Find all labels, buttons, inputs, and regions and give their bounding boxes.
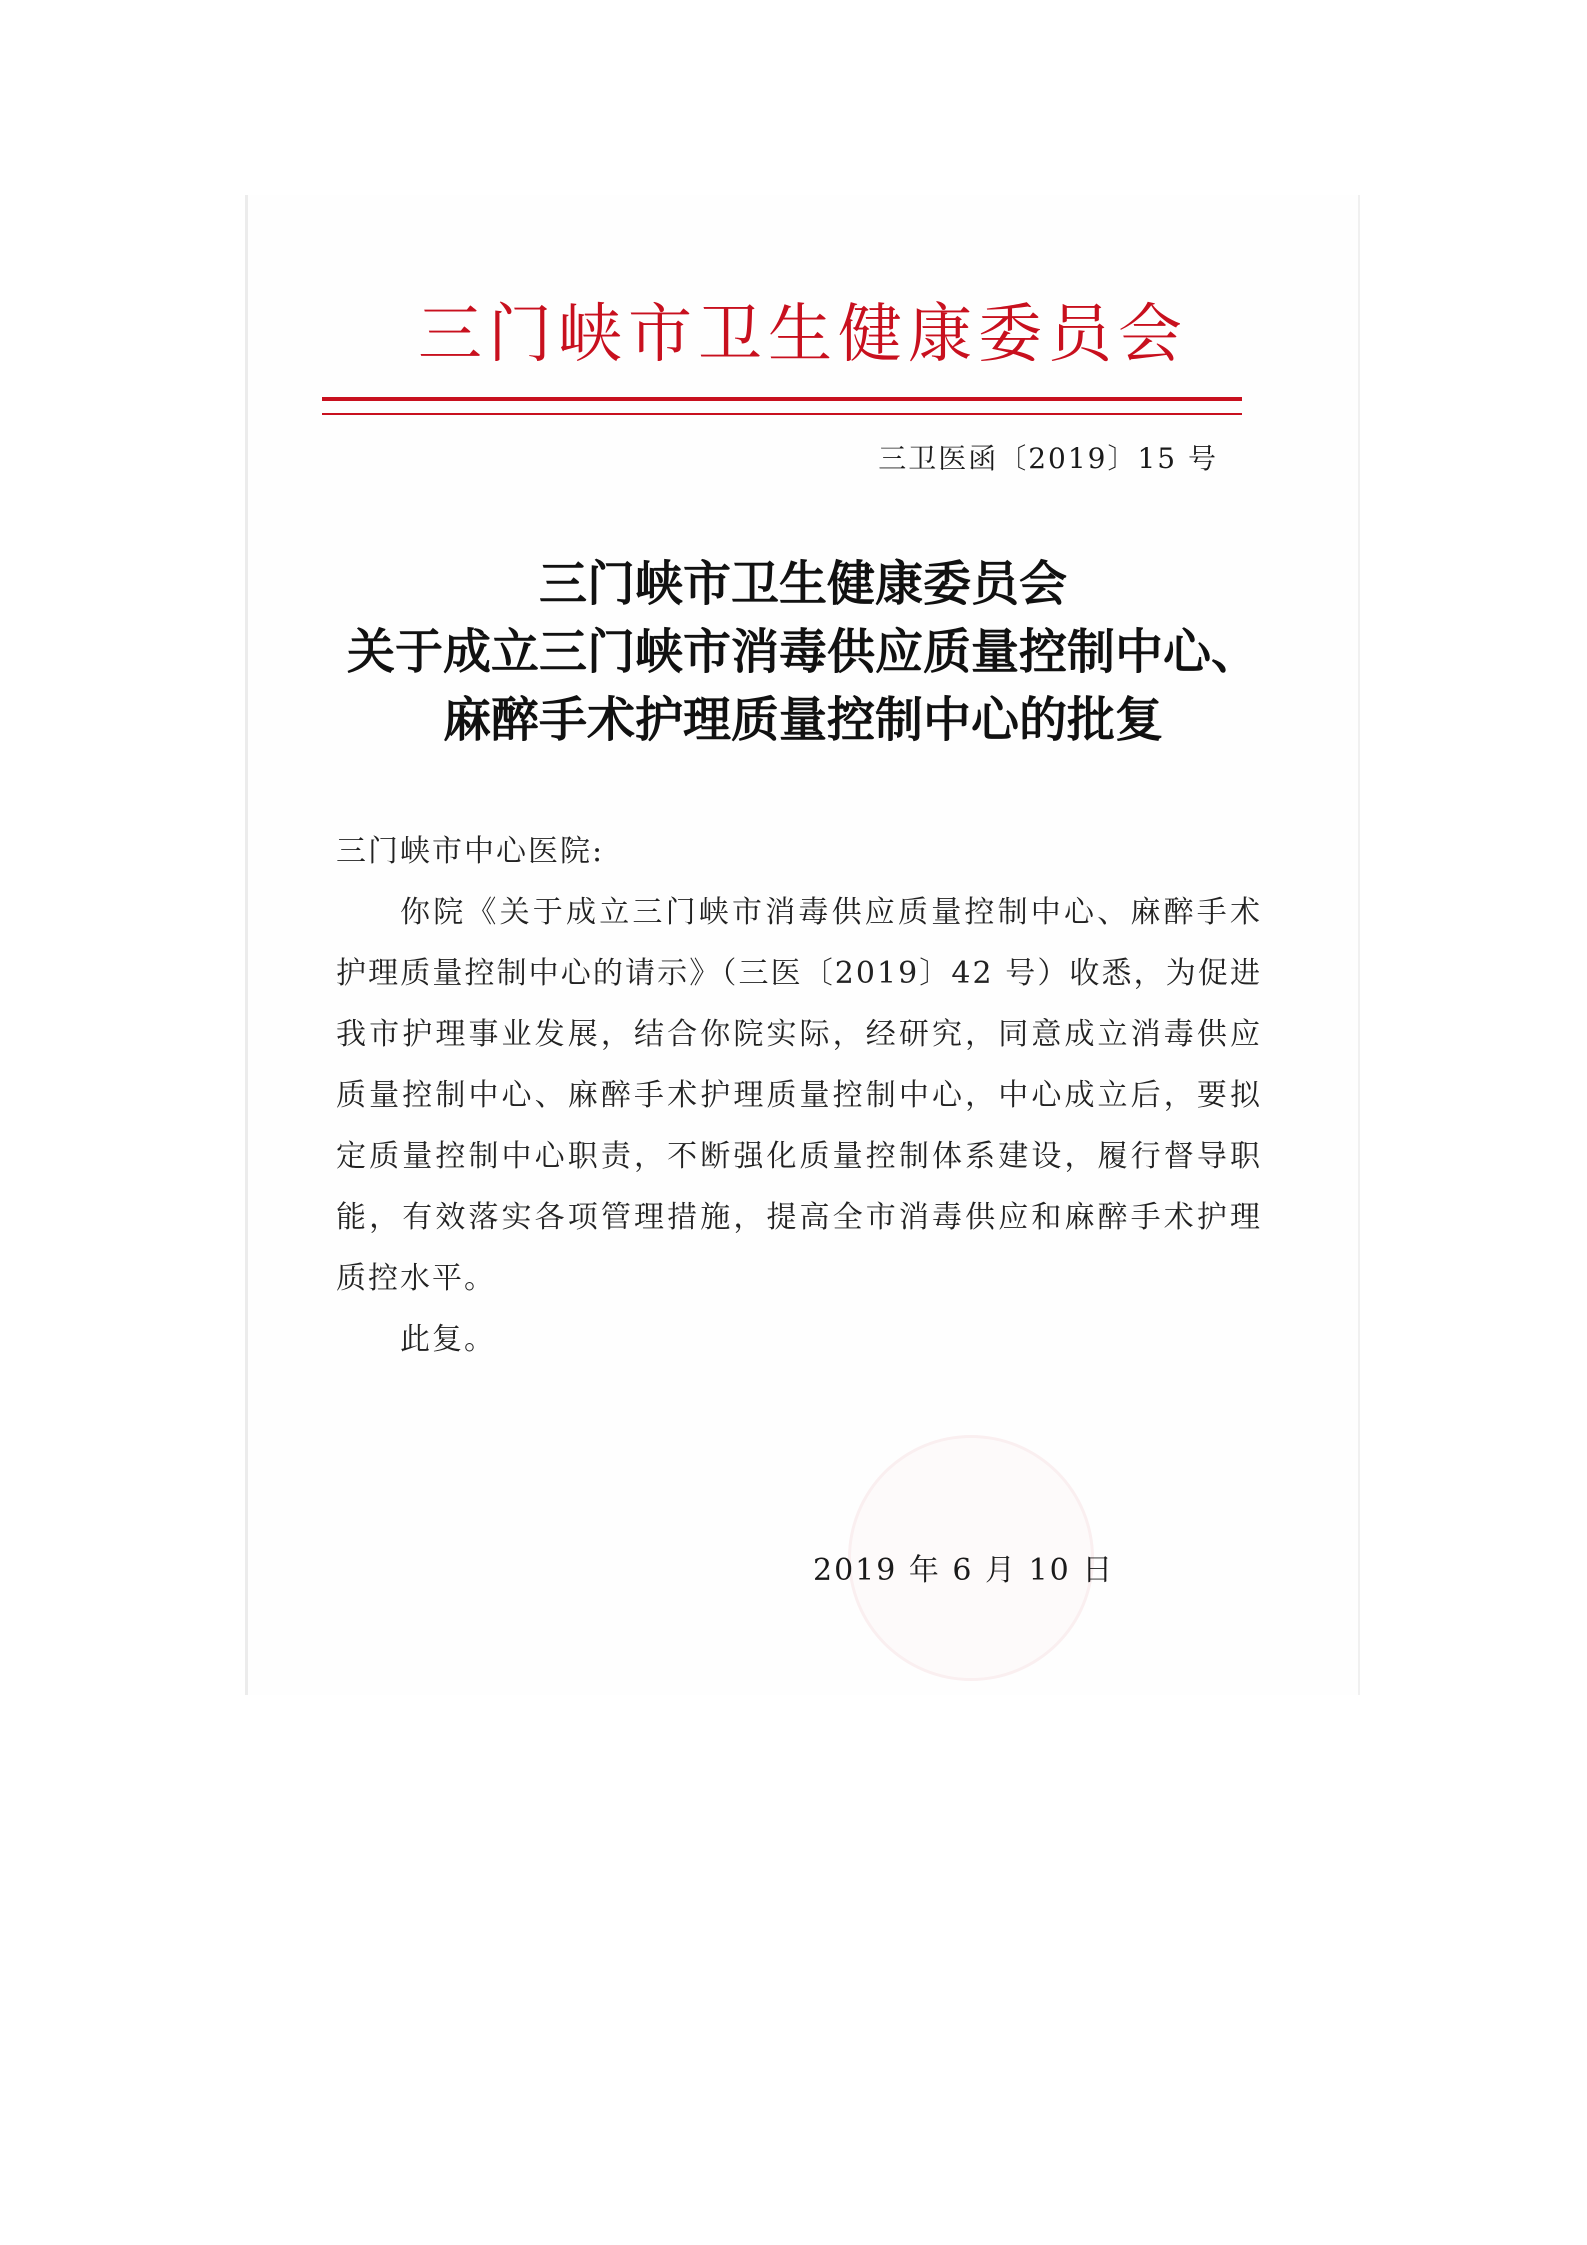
letterhead-red-rule: [322, 397, 1242, 415]
title-line-1: 三门峡市卫生健康委员会: [538, 556, 1067, 612]
document-page: [245, 195, 1360, 1695]
title-line-2: 关于成立三门峡市消毒供应质量控制中心、: [346, 624, 1259, 680]
document-title: [248, 550, 1358, 754]
document-number: 三卫医函〔2019〕15 号: [878, 442, 1218, 475]
body-paragraph: 你院《关于成立三门峡市消毒供应质量控制中心、麻醉手术护理质量控制中心的请示》（三医〔2019〕42 号）收悉，为促进我市护理事业发展，结合你院实际，经研究，同意成立消毒供应质量控制中心、麻醉手术护理质量控制中心，中心成立后，要拟定质量控制中心职责，不断强化质量控制体系建设，履行督导职能，有效落实各项管理措施，提高全市消毒供应和麻醉手术护理质控水平。: [336, 895, 1262, 1296]
document-body: [336, 821, 1262, 1370]
addressee: 三门峡市中心医院:: [336, 834, 605, 869]
closing-remark: 此复。: [400, 1322, 496, 1357]
letterhead-issuer: 三门峡市卫生健康委员会: [418, 298, 1188, 372]
title-line-3: 麻醉手术护理质量控制中心的批复: [442, 692, 1163, 748]
issue-date: 2019 年 6 月 10 日: [813, 1553, 1115, 1588]
